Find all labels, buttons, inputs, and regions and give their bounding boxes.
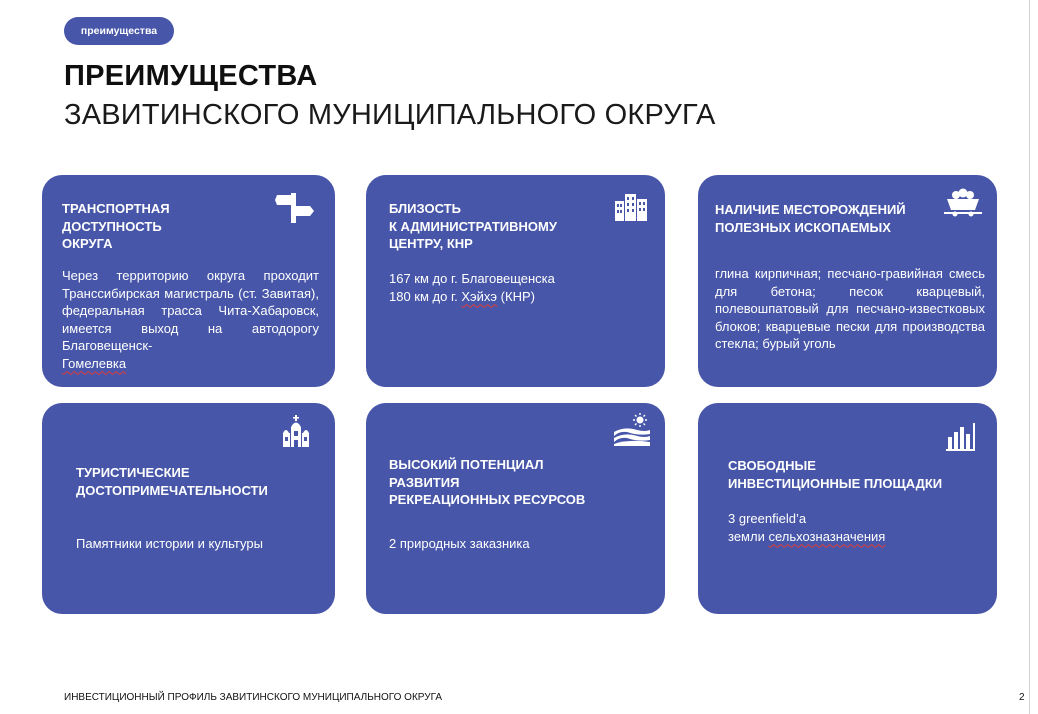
card-title: БЛИЗОСТЬ К АДМИНИСТРАТИВНОМУ ЦЕНТРУ, КНР bbox=[389, 201, 557, 251]
page-number: 2 bbox=[1019, 692, 1025, 703]
page-title: ПРЕИМУЩЕСТВА bbox=[64, 60, 318, 92]
signpost-icon bbox=[275, 191, 315, 225]
card-investment-sites bbox=[698, 403, 997, 614]
card-body: 167 км до г. Благовещенска 180 км до г. Хэйхэ (КНР) bbox=[389, 271, 555, 304]
section-tag: преимущества bbox=[64, 17, 174, 45]
city-buildings-icon bbox=[614, 193, 648, 221]
card-body: глина кирпичная; песчано-гравийная смесь для бетона; песок кварцевый, полевошпатовый для песчано-известковых блоков; кварцевые пески для производства стекла; бурый уголь bbox=[715, 266, 985, 351]
mine-cart-icon bbox=[943, 188, 983, 218]
card-title: ТУРИСТИЧЕСКИЕ ДОСТОПРИМЕЧАТЕЛЬНОСТИ bbox=[76, 465, 268, 498]
card-title: ТРАНСПОРТНАЯ ДОСТУПНОСТЬ ОКРУГА bbox=[62, 201, 170, 251]
card-title: ВЫСОКИЙ ПОТЕНЦИАЛ РАЗВИТИЯ РЕКРЕАЦИОННЫХ РЕСУРСОВ bbox=[389, 457, 586, 507]
fields-sun-icon bbox=[613, 412, 651, 446]
card-transport bbox=[42, 175, 335, 387]
page-edge-divider bbox=[1029, 0, 1030, 714]
bar-chart-icon bbox=[946, 423, 976, 451]
page-subtitle: ЗАВИТИНСКОГО МУНИЦИПАЛЬНОГО ОКРУГА bbox=[64, 99, 716, 131]
card-body: 2 природных заказника bbox=[389, 536, 530, 551]
card-title: СВОБОДНЫЕ ИНВЕСТИЦИОННЫЕ ПЛОЩАДКИ bbox=[728, 458, 943, 491]
card-body: Через территорию округа проходит Транссибирская магистраль (ст. Завитая), федеральная трасса Чита-Хабаровск, имеется выход на автодорогу Благовещенск- Гомелевка bbox=[62, 268, 319, 371]
card-body: Памятники истории и культуры bbox=[76, 536, 263, 551]
card-title: НАЛИЧИЕ МЕСТОРОЖДЕНИЙ ПОЛЕЗНЫХ ИСКОПАЕМЫХ bbox=[715, 202, 906, 235]
card-tourism bbox=[42, 403, 335, 614]
card-proximity bbox=[366, 175, 665, 387]
card-minerals bbox=[698, 175, 997, 387]
footer-document-title: ИНВЕСТИЦИОННЫЙ ПРОФИЛЬ ЗАВИТИНСКОГО МУНИЦИПАЛЬНОГО ОКРУГА bbox=[64, 692, 442, 703]
church-icon bbox=[282, 415, 310, 447]
card-recreation bbox=[366, 403, 665, 614]
card-body: 3 greenfield’а земли сельхозназначения bbox=[728, 511, 886, 544]
